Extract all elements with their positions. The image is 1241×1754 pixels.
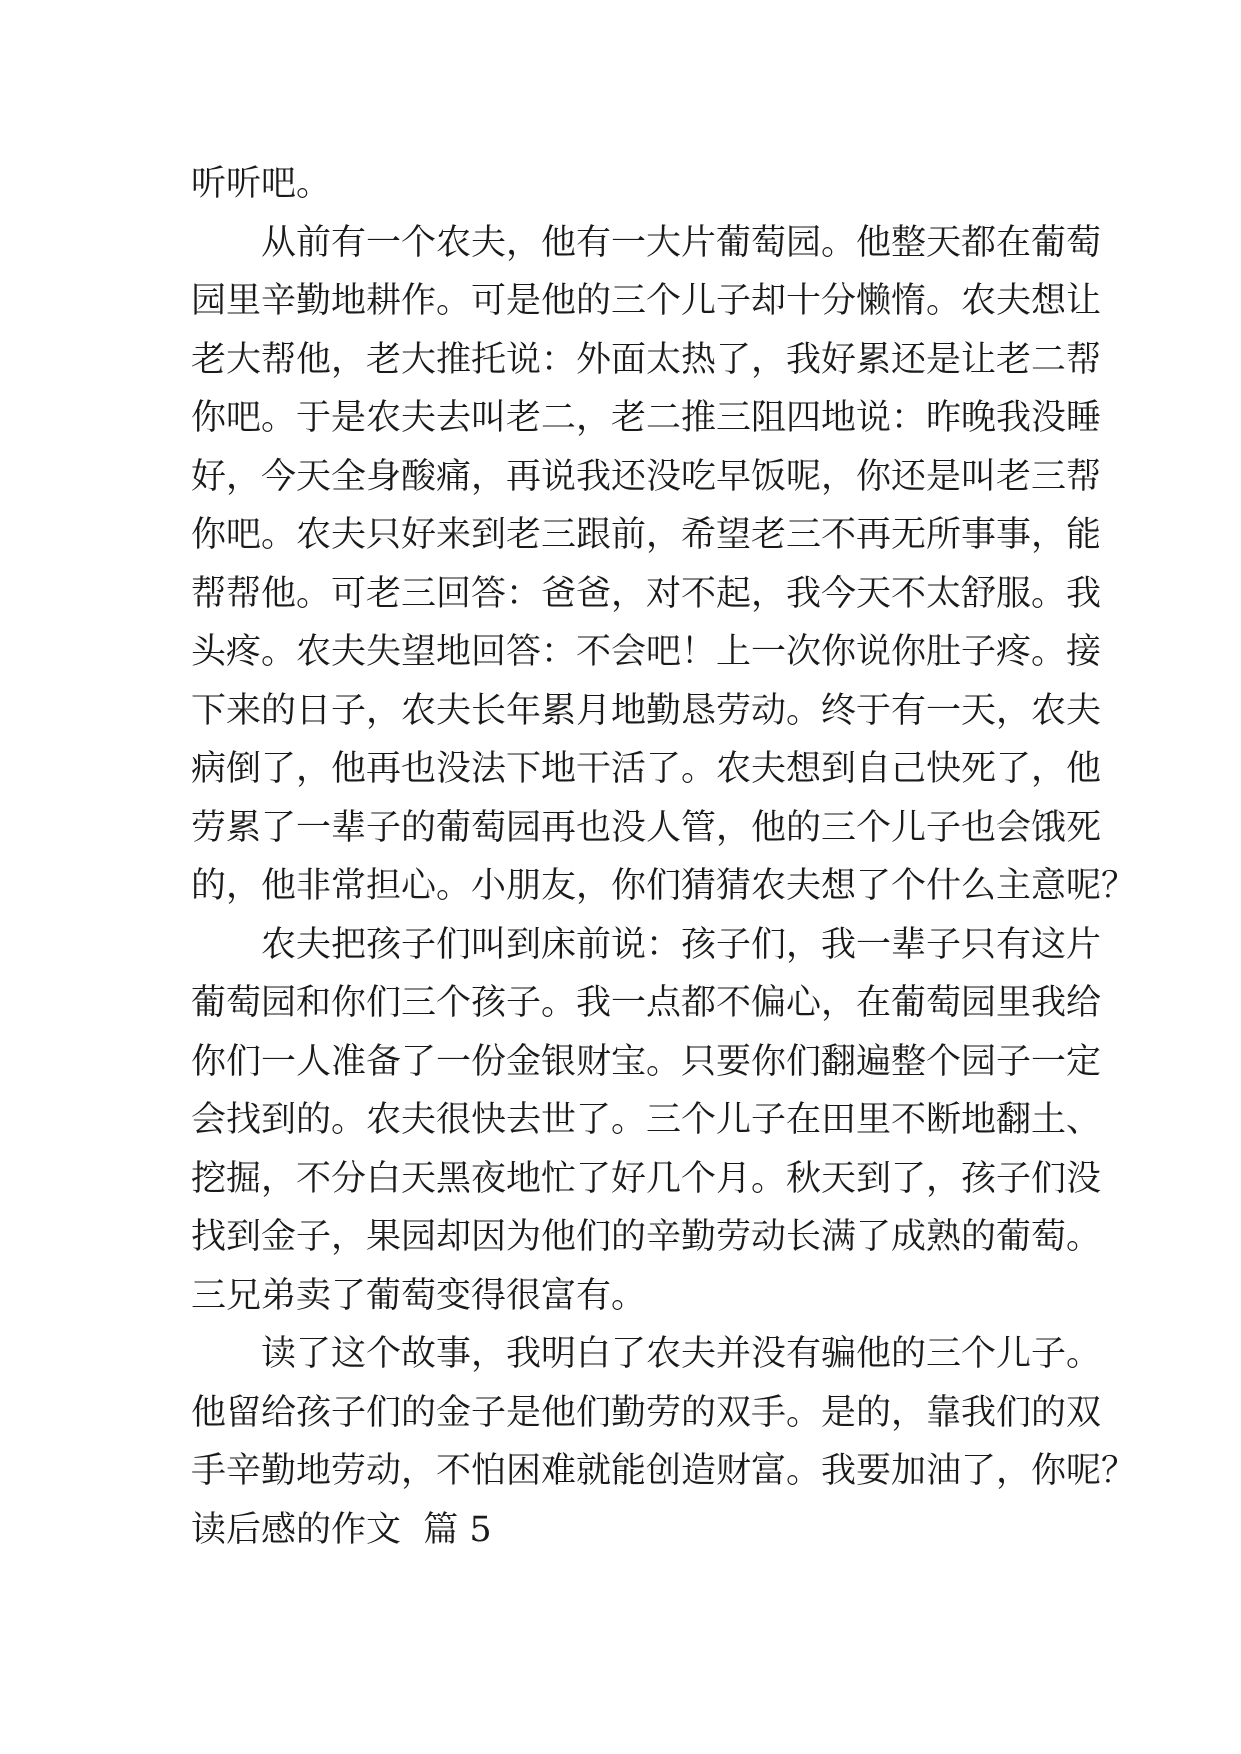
text-line: 听听吧。 [191, 164, 332, 204]
text-line: 病倒了，他再也没法下地干活了。农夫想到自己快死了，他 [191, 749, 1102, 789]
text-line: 园里辛勤地耕作。可是他的三个儿子却十分懒惰。农夫想让 [191, 281, 1102, 321]
text-line: 你吧。于是农夫去叫老二，老二推三阻四地说：昨晚我没睡 [191, 398, 1102, 438]
text-line: 你们一人准备了一份金银财宝。只要你们翻遍整个园子一定 [191, 1041, 1102, 1082]
section-heading: 读后感的作文 篇 5 [191, 1509, 492, 1550]
text-line: 好，今天全身酸痛，再说我还没吃早饭呢，你还是叫老三帮 [191, 456, 1102, 497]
paragraph [191, 214, 1137, 916]
paragraph [191, 916, 1102, 1326]
text-line: 老大帮他，老大推托说：外面太热了，我好累还是让老二帮 [191, 339, 1102, 380]
text-line: 他留给孩子们的金子是他们勤劳的双手。是的，靠我们的双 [191, 1392, 1102, 1433]
text-line: 的，他非常担心。小朋友，你们猜猜农夫想了个什么主意呢？ [191, 866, 1137, 906]
text-line: 农夫把孩子们叫到床前说：孩子们，我一辈子只有这片 [261, 924, 1102, 965]
text-line: 劳累了一辈子的葡萄园再也没人管，他的三个儿子也会饿死 [191, 807, 1102, 848]
text-line: 找到金子，果园却因为他们的辛勤劳动长满了成熟的葡萄。 [191, 1217, 1102, 1257]
text-line: 从前有一个农夫，他有一大片葡萄园。他整天都在葡萄 [261, 222, 1102, 263]
paragraph [191, 1325, 1137, 1501]
text-line: 挖掘，不分白天黑夜地忙了好几个月。秋天到了，孩子们没 [191, 1158, 1102, 1199]
text-line: 葡萄园和你们三个孩子。我一点都不偏心，在葡萄园里我给 [191, 983, 1102, 1023]
text-line: 帮帮他。可老三回答：爸爸，对不起，我今天不太舒服。我 [191, 573, 1102, 614]
paragraph [191, 155, 1071, 214]
text-line: 你吧。农夫只好来到老三跟前，希望老三不再无所事事，能 [191, 515, 1102, 555]
text-line: 三兄弟卖了葡萄变得很富有。 [191, 1275, 647, 1316]
text-line: 读了这个故事，我明白了农夫并没有骗他的三个儿子。 [261, 1334, 1102, 1374]
text-line: 下来的日子，农夫长年累月地勤恳劳动。终于有一天，农夫 [191, 690, 1102, 731]
body-text [191, 155, 1137, 1559]
text-line: 头疼。农夫失望地回答：不会吧！上一次你说你肚子疼。接 [191, 632, 1102, 672]
text-line: 会找到的。农夫很快去世了。三个儿子在田里不断地翻土、 [191, 1100, 1102, 1140]
text-line: 手辛勤地劳动，不怕困难就能创造财富。我要加油了，你呢？ [191, 1451, 1137, 1491]
